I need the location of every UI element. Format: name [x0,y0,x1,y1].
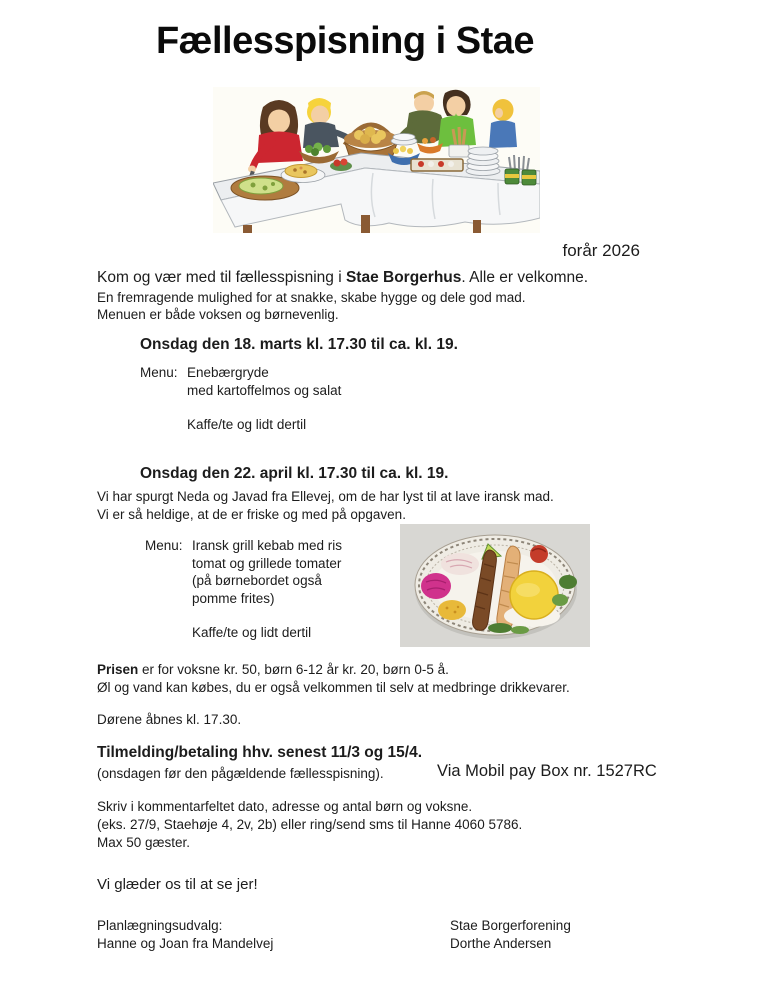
menu-extra: Kaffe/te og lidt dertil [187,417,307,432]
association-contact: Dorthe Andersen [450,936,552,951]
pricing-paragraph [97,661,570,697]
association-name: Stae Borgerforening [450,918,571,933]
buffet-illustration [213,87,540,233]
event2-heading: Onsdag den 22. april kl. 17.30 til ca. kl. 19. [140,465,449,482]
pricing-line-2: Øl og vand kan købes, du er også velkommen til selv at medbringe drikkevarer. [97,680,570,695]
menu-line: (på børnebordet også [192,573,322,588]
footer-committee [97,917,273,953]
event2-note-1: Vi har spurgt Neda og Javad fra Ellevej, om de har lyst til at lave iransk mad. [97,489,554,504]
plate-stack [466,147,500,176]
registration-detail-1: Skriv i kommentarfeltet dato, adresse og antal børn og voksne. [97,799,473,814]
registration-subnote: (onsdagen før den pågældende fællesspisning). [97,766,384,781]
buffet-cartoon-icon [213,87,540,233]
kid-blue [489,99,517,148]
mobilepay-info: Via Mobil pay Box nr. 1527RC [437,762,657,780]
canape-tray [411,159,463,171]
intro-paragraph [97,267,588,323]
season-label: forår 2026 [562,241,640,260]
event1-menu-lines [187,364,341,434]
menu-spacer [192,607,342,624]
event2-menu [145,537,342,642]
kebab-plate-icon [400,524,590,647]
event1-menu [140,364,341,434]
event2-notes [97,488,554,523]
page-title: Fællesspisning i Stae [155,20,535,62]
intro-line-3: Menuen er både voksen og børnevenlig. [97,307,339,322]
menu-line: tomat og grillede tomater [192,555,342,571]
committee-label: Planlægningsudvalg: [97,918,223,933]
menu-line: Iransk grill kebab med ris [192,538,343,553]
event1-heading: Onsdag den 18. marts kl. 17.30 til ca. kl. 19. [140,336,458,353]
registration-detail-3: Max 50 gæster. [97,835,191,850]
menu-extra: Kaffe/te og lidt dertil [192,625,312,640]
event2-note-2: Vi er så heldige, at de er friske og med på opgaven. [97,506,406,522]
registration-heading: Tilmelding/betaling hhv. senest 11/3 og 15/4. [97,744,423,761]
intro-line1-pre: Kom og vær med til fællesspisning i [97,269,346,286]
event2-menu-lines [192,537,342,642]
pricing-rest: er for voksne kr. 50, børn 6-12 år kr. 20, børn 0-5 å. [138,662,449,677]
kebab-plate-photo [400,524,590,647]
pricing-bold: Prisen [97,662,139,677]
intro-line-2: En fremragende mulighed for at snakke, skabe hygge og dele god mad. [97,290,526,305]
footer-association [450,917,571,953]
menu-line: med kartoffelmos og salat [187,382,342,398]
intro-line-1 [97,267,588,289]
menu-line: Enebærgryde [187,365,269,380]
registration-detail-2: (eks. 27/9, Staehøje 4, 2v, 2b) eller ring/send sms til Hanne 4060 5786. [97,817,523,832]
registration-details [97,798,522,852]
committee-names: Hanne og Joan fra Mandelvej [97,936,274,951]
menu-line: pomme frites) [192,590,275,606]
pricing-line-1 [97,661,570,679]
intro-line1-post: . Alle er velkomne. [461,269,589,286]
menu-label: Menu: [140,365,178,380]
closing-line: Vi glæder os til at se jer! [97,876,258,893]
menu-label: Menu: [145,538,183,553]
venue-name: Stae Borgerhus [345,269,462,286]
doors-open-line: Dørene åbnes kl. 17.30. [97,712,242,727]
menu-spacer [187,399,341,416]
